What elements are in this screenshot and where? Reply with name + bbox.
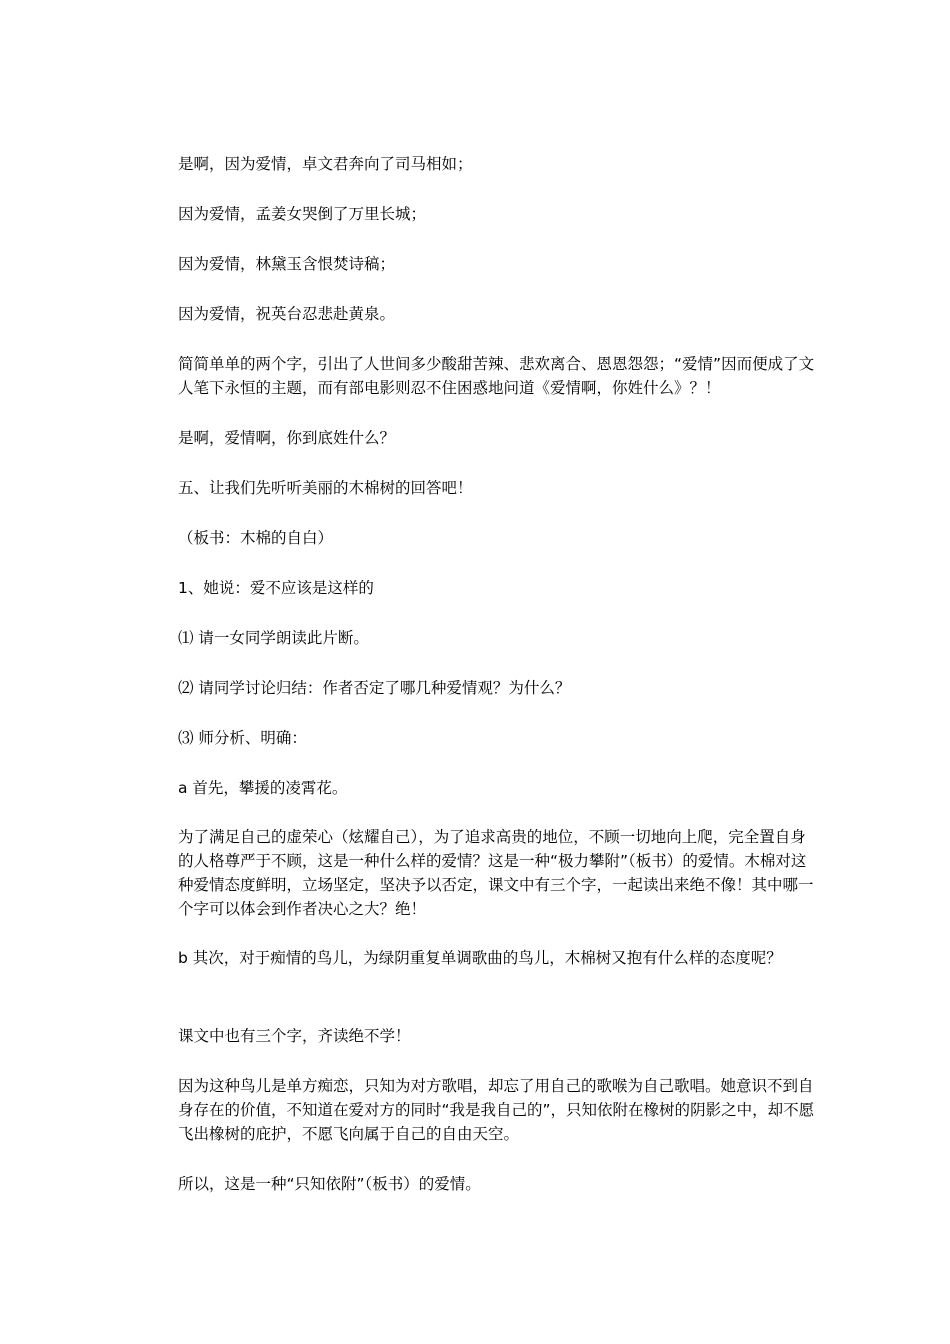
section-heading: 五、让我们先听听美丽的木棉树的回答吧！ — [178, 479, 473, 497]
board-note: （板书：木棉的自白） — [178, 529, 334, 547]
paragraph-6: 是啊，爱情啊，你到底姓什么？ — [178, 429, 396, 447]
paragraph-5: 简简单单的两个字，引出了人世间多少酸甜苦辣、悲欢离合、恩恩怨怨；“爱情”因而便成了文人笔下永恒的主题，而有部电影则忍不住困惑地问道《爱情啊，你姓什么》？！ — [178, 355, 815, 397]
paragraph-conclusion: 所以，这是一种“只知依附”（板书）的爱情。 — [178, 1175, 481, 1193]
point-heading: 1、她说：爱不应该是这样的 — [178, 579, 374, 597]
sub-point-a: a 首先，攀援的凌霄花。 — [178, 779, 348, 797]
step-1: ⑴ 请一女同学朗读此片断。 — [178, 629, 369, 647]
paragraph-2: 因为爱情，孟姜女哭倒了万里长城； — [178, 205, 427, 223]
paragraph-chant: 课文中也有三个字，齐读绝不学！ — [178, 1027, 411, 1045]
sub-point-b: b 其次，对于痴情的鸟儿，为绿阴重复单调歌曲的鸟儿，木棉树又抱有什么样的态度呢？ — [178, 949, 782, 967]
step-2: ⑵ 请同学讨论归结：作者否定了哪几种爱情观？为什么？ — [178, 679, 571, 697]
step-3: ⑶ 师分析、明确： — [178, 729, 307, 747]
paragraph-4: 因为爱情，祝英台忍悲赴黄泉。 — [178, 305, 396, 323]
paragraph-3: 因为爱情，林黛玉含恨焚诗稿； — [178, 255, 396, 273]
paragraph-analysis-a: 为了满足自己的虚荣心（炫耀自己），为了追求高贵的地位，不顾一切地向上爬，完全置自身的人格尊严于不顾，这是一种什么样的爱情？这是一种“极力攀附”（板书）的爱情。木棉对这种爱情态度鲜明，立场坚定，坚决予以否定，课文中有三个字，一起读出来绝不像！其中哪一个字可以体会到作者决心之大？绝！ — [178, 828, 814, 918]
paragraph-analysis-b: 因为这种鸟儿是单方痴恋，只知为对方歌唱，却忘了用自己的歌喉为自己歌唱。她意识不到自身存在的价值，不知道在爱对方的同时“我是我自己的”，只知依附在橡树的阴影之中，却不愿飞出橡树的庇护，不愿飞向属于自己的自由天空。 — [178, 1077, 815, 1143]
paragraph-1: 是啊，因为爱情，卓文君奔向了司马相如； — [178, 155, 473, 173]
